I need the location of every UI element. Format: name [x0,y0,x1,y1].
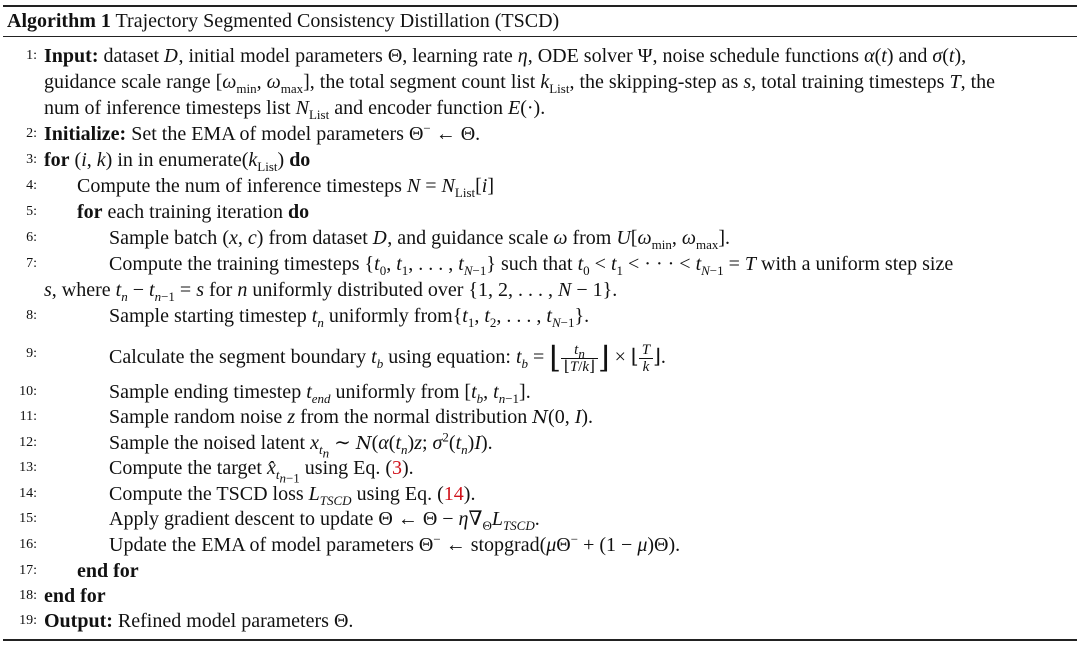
algorithm-label: Algorithm 1 [7,10,111,32]
line-number: 8: [26,308,37,323]
text-encoder: and encoder function [334,97,504,119]
line-number: 18: [19,588,37,603]
line-number: 1: [26,48,37,63]
text: Update the EMA of model parameters [109,534,414,556]
text: Refined model parameters [117,610,329,632]
line-text: for (i, k) in in $enumerate(k_{List})$ do [44,149,311,174]
top-rule [3,5,1077,7]
line-text [44,584,106,608]
algorithm-title [7,9,559,33]
text: from [572,227,612,249]
keyword: for [77,201,103,223]
text: Set the EMA of model parameters [131,123,404,145]
text: stopgrad( [470,534,547,556]
keyword: Input: [44,45,99,67]
fraction: $\frac{T}{k}$ [639,342,653,375]
line-number: 4: [26,178,37,193]
text: each training iteration [107,201,284,223]
text: uniformly from [335,381,460,403]
text: Compute the num of inference timesteps [77,175,402,197]
line-text: Compute the target $x̂_{t_{n-1}}$ using Eq. (3). [109,457,414,486]
keyword: for [44,149,70,171]
text: with a uniform step size [761,253,954,275]
text: uniformly distributed over [252,279,464,301]
line-text: Sample random noise z from the normal distribution N(0, I). [109,406,594,428]
algorithm-name: Trajectory Segmented Consistency Distillation (TSCD) [115,10,560,32]
line-number: 7: [26,256,37,271]
text-total-timesteps: total training timesteps [761,71,945,93]
line-number: 9: [26,346,37,361]
keyword: Output: [44,610,113,632]
text: such that [500,253,573,275]
line-text: Compute the training timesteps {$t_0$, $t_1$, . . . , $t_{N-1}$} such that $t_0 < t_1$ < · · · < $t_{N-1} = T$ with a uniform step size [109,253,954,278]
line-text: Output: Refined model parameters Θ. [44,610,354,632]
text: from dataset [268,227,368,249]
text: Compute the training timesteps [109,253,360,275]
line-text: Initialize: Set the EMA of model parameters Θ− ← Θ. [44,120,481,145]
equation-ref-link[interactable]: 14 [443,483,464,505]
text-skipping-step: the skipping-step as [579,71,739,93]
text-inference-list: num of inference timesteps list [44,97,291,119]
keyword: end for [44,585,106,607]
line-text: Compute the num of inference timesteps $N = N_{List}[i]$ [77,175,495,200]
line-number: 15: [19,511,37,526]
text: from the normal distribution [300,406,528,428]
text: for [208,279,233,301]
line-text: Sample starting timestep $t_n$ uniformly $from\{t_1$, $t_2$, . . . , $t_{N-1}$}. [109,305,590,330]
text: Sample the noised latent [109,432,306,454]
text-the: the [970,71,995,93]
title-rule [3,36,1077,37]
text: using Eq. ( [356,483,444,505]
line-number: 13: [19,460,37,475]
text-noise-schedule: noise schedule functions [662,45,860,67]
text: Sample random noise [109,406,283,428]
line-text: Calculate the segment boundary $t_b$ using equation: $t_b$ = ⌊ $\frac{t_n}{⌊T/k⌋}$ ⌋ × ⌊ $\frac{T}{k}$ ⌋. [109,341,666,375]
line-text: Sample ending timestep $t_{end}$ uniformly from [$t_b$, $t_{n-1}$]. [109,381,531,406]
line-number: 2: [26,126,37,141]
line-number: 6: [26,230,37,245]
line-text: Sample the noised latent $x_{t_n}$ ∼ $N(\alpha(t_n)z$; $\sigma^2(t_n)I$). [109,429,493,461]
text: , and guidance scale [387,227,549,249]
text-guidance-range: guidance scale range [44,71,211,93]
keyword: do [289,149,311,171]
text: Sample starting timestep [109,305,307,327]
text-learning-rate: learning rate [412,45,513,67]
text: Sample ending timestep [109,381,302,403]
keyword: Initialize: [44,123,127,145]
equation-ref-link[interactable]: 3 [392,457,403,479]
line-text: Apply gradient descent to update Θ ← $\Theta - \eta\nabla_\Theta L_{TSCD}$. [109,508,540,533]
fraction: $\frac{t_n}{⌊T/k⌋}$ [561,342,598,375]
text-and: and [898,45,928,67]
line-number: 17: [19,563,37,578]
line-number: 19: [19,613,37,628]
line-text: guidance scale range [$\omega_{min}$, $\omega_{max}$], the total segment count list $k_{List}$, the skipping-step as s, total training timesteps T, the [44,71,995,96]
text: ). [463,483,476,505]
keyword: do [288,201,310,223]
text: Compute the TSCD loss [109,483,304,505]
bottom-rule [3,639,1077,641]
text-dataset: dataset [103,45,160,67]
line-number: 14: [19,486,37,501]
text: Sample batch [109,227,218,249]
text: uniformly from [328,305,453,327]
line-number: 12: [19,435,37,450]
line-text: Update the EMA of model parameters Θ− ← stopgrad(μΘ− + (1 − μ)Θ). [109,531,681,556]
text: Apply gradient descent to update [109,508,374,530]
line-number: 11: [19,409,37,424]
text: using Eq. ( [304,457,393,479]
line-number: 5: [26,204,37,219]
line-number: 3: [26,152,37,167]
keyword: end for [77,560,139,582]
text: where [61,279,111,301]
text: ). [402,457,414,479]
text-initial-params: initial model parameters [188,45,383,67]
line-text: Input: dataset D, initial model parameters Θ, learning rate η, ODE solver Ψ, noise schedule functions α(t) and σ(t), [44,45,967,67]
line-number: 10: [19,384,37,399]
line-text [77,559,139,583]
text-ode-solver: ODE solver [537,45,633,67]
line-text: num of inference timesteps list $N_{List}$ and encoder function E(·). [44,97,546,122]
line-text: Sample batch (x, c) from dataset D, and guidance scale ω from $U[\omega_{min}$, $\omega_{max}$]. [109,227,731,252]
line-text [77,200,309,224]
text: Calculate the segment boundary [109,346,367,369]
line-text: s, where $t_n - t_{n-1} = s$ for n uniformly distributed over {1, 2, . . . , N − 1}. [44,279,618,304]
text: in enumerate( [137,149,249,171]
line-text: Compute the TSCD loss $L_{TSCD}$ using Eq. (14). [109,483,476,508]
text: using equation: [388,346,511,369]
text: Compute the target [109,457,262,479]
text-segment-list: the total segment count list [319,71,536,93]
line-number: 16: [19,537,37,552]
